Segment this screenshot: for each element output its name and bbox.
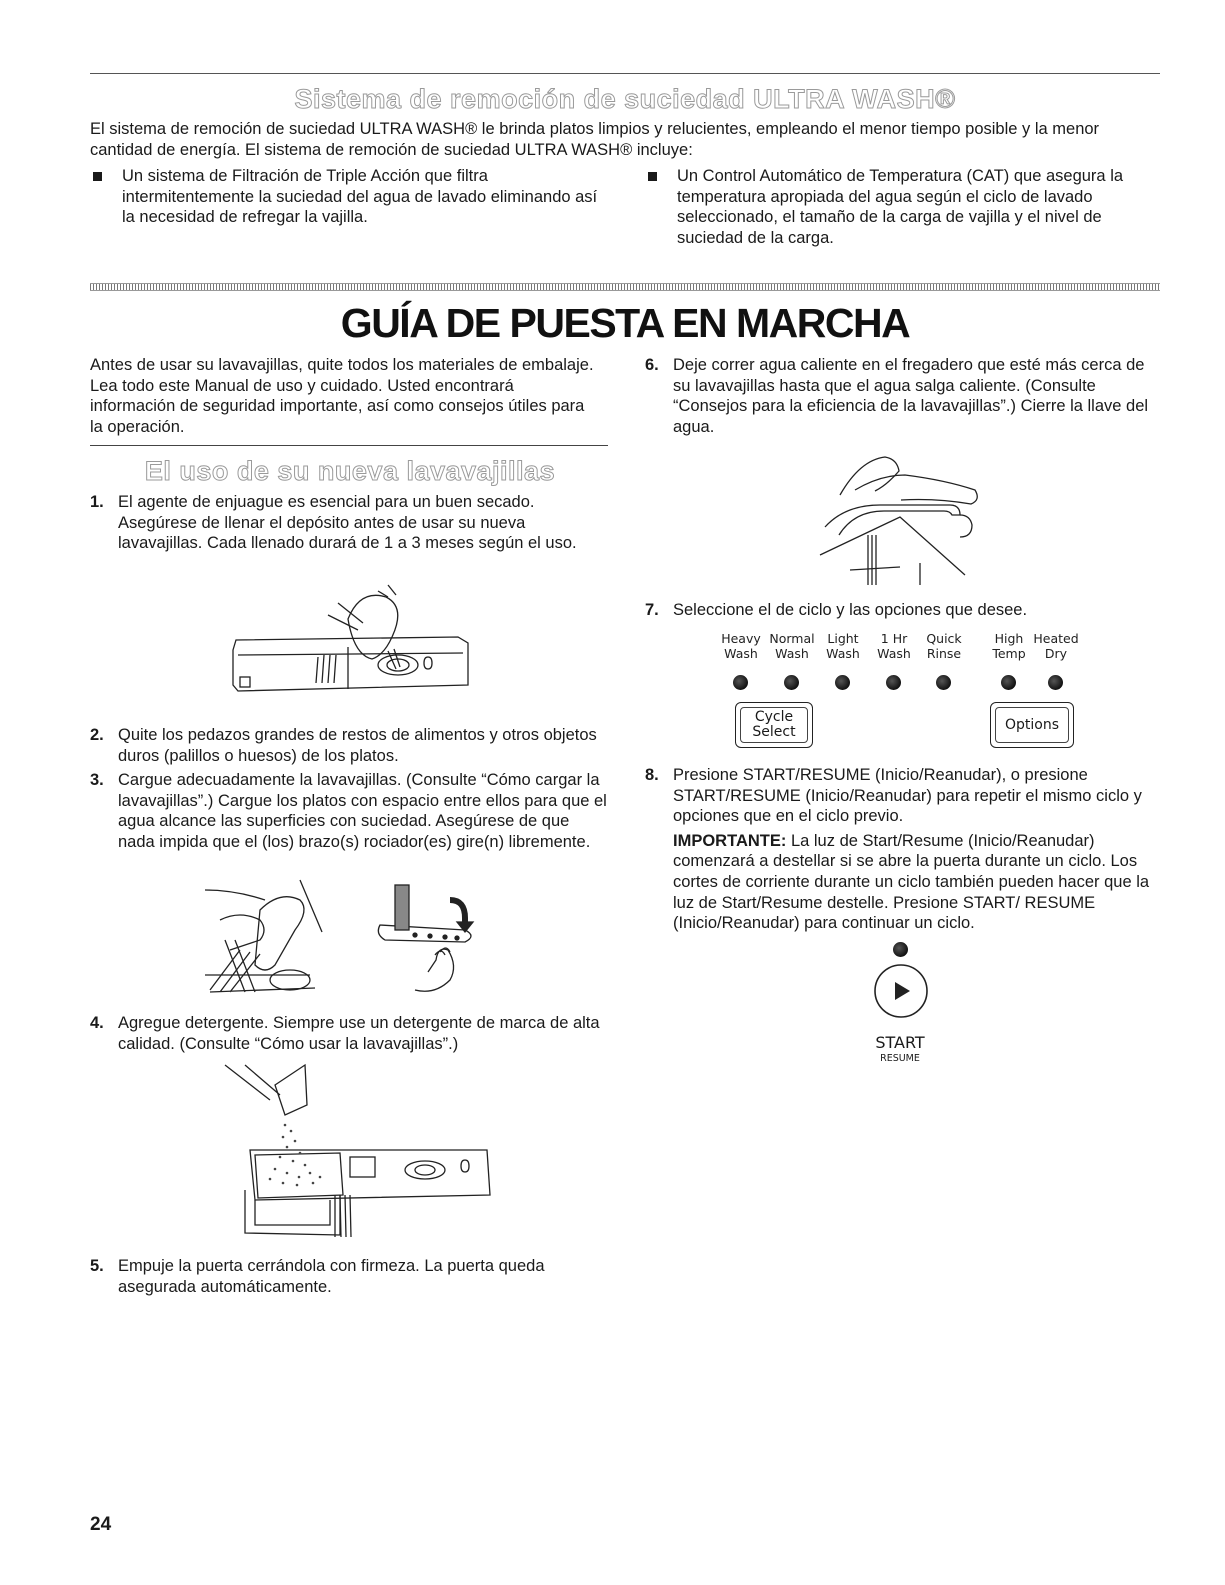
step-4 xyxy=(90,1013,610,1054)
option-label-heated-dry: Heated Dry xyxy=(1033,631,1079,661)
step-text: Cargue adecuadamente la lavavajillas. (Consulte “Cómo cargar la lavavajillas”.) Cargue los platos con espacio entre ellos para que el agua alcance las superficies con suciedad. Asegúrese de que nada impida que el (los) brazo(s) rociador(es) gire(n) libremente. xyxy=(118,771,607,851)
resume-label: RESUME xyxy=(880,1053,920,1064)
page-title: GUÍA DE PUESTA EN MARCHA xyxy=(340,300,910,346)
step-8 xyxy=(645,765,1165,934)
step-7 xyxy=(645,600,1160,621)
indicator-light xyxy=(784,675,799,690)
hatched-divider xyxy=(90,283,1160,291)
important-text: La luz de Start/Resume (Inicio/Reanudar) comenzará a destellar si se abre la puerta durante un ciclo. Los cortes de corriente durante un ciclo también pueden hacer que la luz de Start/Resume destelle. Presione START/ RESUME (Inicio/Reanudar) para continuar un ciclo. xyxy=(673,831,1150,933)
step-text: El agente de enjuague es esencial para un buen secado. Asegúrese de llenar el depósito antes de usar su nueva lavavajillas. Cada llenado durará de 1 a 3 meses según el uso. xyxy=(118,493,577,553)
indicator-light xyxy=(1048,675,1063,690)
indicator-light xyxy=(1001,675,1016,690)
square-bullet-icon xyxy=(93,172,102,181)
step-text: Agregue detergente. Siempre use un detergente de marca de alta calidad. (Consulte “Cómo usar la lavavajillas”.) xyxy=(118,1014,600,1053)
section-rule xyxy=(90,445,608,446)
step-number: 7. xyxy=(645,601,659,619)
bullet-text: Un sistema de Filtración de Triple Acción que filtra intermitentemente la suciedad del agua de lavado eliminando así la necesidad de refregar la vajilla. xyxy=(122,167,598,227)
square-bullet-icon xyxy=(648,172,657,181)
step-number: 5. xyxy=(90,1257,104,1275)
step-2 xyxy=(90,725,610,766)
indicator-light xyxy=(936,675,951,690)
start-indicator-light xyxy=(893,942,908,957)
bullet-item xyxy=(90,166,610,228)
indicator-light xyxy=(886,675,901,690)
ultra-wash-intro: El sistema de remoción de suciedad ULTRA WASH® le brinda platos limpios y relucientes, empleando el menor tiempo posible y la menor cantidad de energía. El sistema de remoción de suciedad ULTRA WASH® incluye: xyxy=(90,120,1100,159)
top-rule xyxy=(90,73,1160,74)
step-number: 4. xyxy=(90,1014,104,1032)
cycle-select-button[interactable]: Cycle Select xyxy=(735,702,813,748)
indicator-light xyxy=(835,675,850,690)
step-text: Quite los pedazos grandes de restos de alimentos y otros objetos duros (palillos o huesos) de los platos. xyxy=(118,726,597,765)
start-label: START xyxy=(875,1033,925,1052)
rinse-aid-illustration xyxy=(228,585,473,710)
detergent-illustration xyxy=(225,1065,495,1240)
cycle-label-heavy-wash: Heavy Wash xyxy=(721,631,761,661)
bullet-text: Un Control Automático de Temperatura (CAT) que asegura la temperatura apropiada del agua según el ciclo de lavado seleccionado, el tamaño de la carga de vajilla y el nivel de suciedad de la carga. xyxy=(677,167,1124,247)
step-text: Empuje la puerta cerrándola con firmeza. La puerta queda asegurada automáticamente. xyxy=(118,1257,545,1296)
step-text: Presione START/RESUME (Inicio/Reanudar), o presione START/RESUME (Inicio/Reanudar) para repetir el mismo ciclo y opciones que en el ciclo previo. xyxy=(673,766,1142,826)
guide-intro: Antes de usar su lavavajillas, quite todos los materiales de embalaje. Lea todo este Manual de uso y cuidado. Usted encontrará información de seguridad importante, así como consejos útiles para la operación. xyxy=(90,356,594,436)
start-resume-button[interactable] xyxy=(872,962,930,1020)
option-label-high-temp: High Temp xyxy=(992,631,1026,661)
loading-dishes-illustration xyxy=(200,880,330,1000)
step-5 xyxy=(90,1256,610,1297)
step-text: Deje correr agua caliente en el fregadero que esté más cerca de su lavavajillas hasta que el agua salga caliente. (Consulte “Consejos para la eficiencia de la lavavajillas”.) Cierre la llave del agua. xyxy=(673,356,1149,436)
cycle-label-1hr-wash: 1 Hr Wash xyxy=(877,631,911,661)
options-button[interactable]: Options xyxy=(990,702,1074,748)
step-number: 1. xyxy=(90,493,104,511)
cycle-label-light-wash: Light Wash xyxy=(826,631,860,661)
faucet-illustration xyxy=(820,455,980,585)
page-number: 24 xyxy=(90,1514,112,1535)
step-1 xyxy=(90,492,610,554)
step-number: 3. xyxy=(90,771,104,789)
step-text: Seleccione el de ciclo y las opciones que desee. xyxy=(673,601,1028,619)
cycle-label-quick-rinse: Quick Rinse xyxy=(926,631,962,661)
step-number: 6. xyxy=(645,356,659,374)
step-number: 8. xyxy=(645,766,659,784)
spray-arm-illustration xyxy=(375,880,490,1000)
step-6 xyxy=(645,355,1160,437)
step-3 xyxy=(90,770,610,852)
section-title-ultra-wash: Sistema de remoción de suciedad ULTRA WASH® xyxy=(294,84,956,114)
cycle-label-normal-wash: Normal Wash xyxy=(769,631,815,661)
important-label: IMPORTANTE: xyxy=(673,831,787,850)
important-note xyxy=(673,831,1165,934)
indicator-light xyxy=(733,675,748,690)
bullet-item xyxy=(645,166,1160,248)
step-number: 2. xyxy=(90,726,104,744)
section-subtitle: El uso de su nueva lavavajillas xyxy=(144,456,556,486)
